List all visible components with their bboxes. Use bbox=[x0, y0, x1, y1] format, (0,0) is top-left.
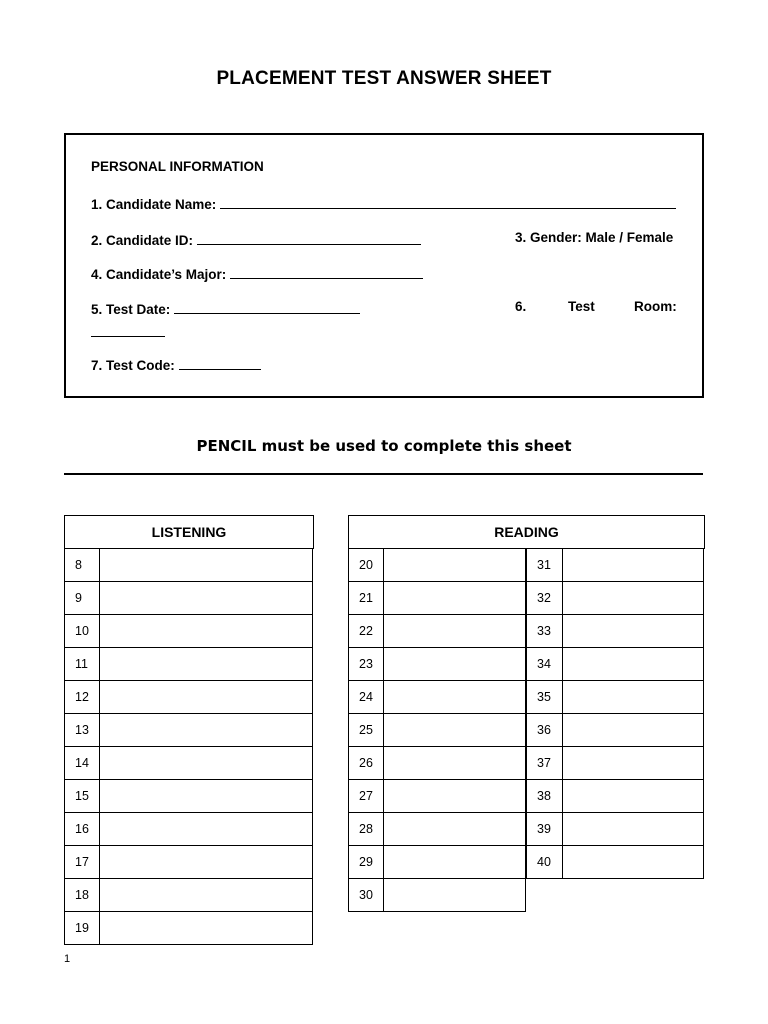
test-room-number: 6. bbox=[515, 299, 527, 314]
reading-answer-box[interactable] bbox=[562, 680, 704, 714]
reading-question-number: 31 bbox=[526, 548, 563, 582]
reading-header: READING bbox=[348, 515, 705, 549]
test-date-field[interactable] bbox=[174, 299, 360, 314]
reading-question-number: 26 bbox=[348, 746, 384, 780]
listening-question-number: 18 bbox=[64, 878, 100, 912]
listening-header: LISTENING bbox=[64, 515, 314, 549]
listening-answer-box[interactable] bbox=[99, 779, 313, 813]
test-room-label-word-2: Room: bbox=[634, 299, 677, 314]
test-room-label-word-1: Test bbox=[568, 299, 595, 314]
reading-question-number: 33 bbox=[526, 614, 563, 648]
reading-question-number: 21 bbox=[348, 581, 384, 615]
test-room-row bbox=[91, 322, 165, 340]
candidate-major-label: 4. Candidate’s Major: bbox=[91, 267, 227, 282]
listening-question-number: 11 bbox=[64, 647, 100, 681]
reading-answer-box[interactable] bbox=[562, 746, 704, 780]
reading-answer-box[interactable] bbox=[562, 845, 704, 879]
reading-question-number: 35 bbox=[526, 680, 563, 714]
reading-answer-box[interactable] bbox=[383, 581, 526, 615]
listening-question-number: 14 bbox=[64, 746, 100, 780]
reading-answer-box[interactable] bbox=[562, 647, 704, 681]
reading-question-number: 32 bbox=[526, 581, 563, 615]
reading-answer-box[interactable] bbox=[383, 878, 526, 912]
reading-question-number: 22 bbox=[348, 614, 384, 648]
page-title: PLACEMENT TEST ANSWER SHEET bbox=[216, 68, 552, 89]
candidate-name-field[interactable] bbox=[220, 194, 676, 209]
candidate-name-label: 1. Candidate Name: bbox=[91, 197, 217, 212]
reading-answer-box[interactable] bbox=[383, 746, 526, 780]
listening-answer-box[interactable] bbox=[99, 680, 313, 714]
test-date-label: 5. Test Date: bbox=[91, 302, 171, 317]
test-room-field[interactable] bbox=[91, 322, 165, 337]
reading-answer-box[interactable] bbox=[383, 680, 526, 714]
reading-answer-box[interactable] bbox=[562, 581, 704, 615]
reading-question-number: 20 bbox=[348, 548, 384, 582]
gender-option[interactable]: 3. Gender: Male / Female bbox=[515, 230, 674, 245]
reading-question-number: 36 bbox=[526, 713, 563, 747]
reading-answer-box[interactable] bbox=[562, 614, 704, 648]
listening-question-number: 15 bbox=[64, 779, 100, 813]
test-code-label: 7. Test Code: bbox=[91, 358, 175, 373]
reading-question-number: 29 bbox=[348, 845, 384, 879]
reading-answer-box[interactable] bbox=[383, 713, 526, 747]
candidate-major-row bbox=[91, 264, 423, 282]
listening-answer-box[interactable] bbox=[99, 878, 313, 912]
candidate-id-row bbox=[91, 230, 421, 248]
candidate-name-row bbox=[91, 194, 676, 212]
listening-question-number: 12 bbox=[64, 680, 100, 714]
listening-answer-box[interactable] bbox=[99, 911, 313, 945]
listening-answer-box[interactable] bbox=[99, 812, 313, 846]
listening-answer-box[interactable] bbox=[99, 845, 313, 879]
reading-question-number: 34 bbox=[526, 647, 563, 681]
candidate-id-field[interactable] bbox=[197, 230, 421, 245]
listening-question-number: 13 bbox=[64, 713, 100, 747]
reading-question-number: 23 bbox=[348, 647, 384, 681]
listening-question-number: 8 bbox=[64, 548, 100, 582]
reading-question-number: 39 bbox=[526, 812, 563, 846]
listening-question-number: 9 bbox=[64, 581, 100, 615]
listening-question-number: 19 bbox=[64, 911, 100, 945]
reading-answer-box[interactable] bbox=[562, 779, 704, 813]
reading-question-number: 28 bbox=[348, 812, 384, 846]
reading-answer-box[interactable] bbox=[383, 548, 526, 582]
pencil-notice: PENCIL must be used to complete this sheet bbox=[196, 437, 572, 455]
listening-answer-box[interactable] bbox=[99, 746, 313, 780]
test-code-field[interactable] bbox=[179, 355, 261, 370]
reading-question-number: 30 bbox=[348, 878, 384, 912]
listening-question-number: 17 bbox=[64, 845, 100, 879]
reading-answer-box[interactable] bbox=[383, 614, 526, 648]
personal-information-heading: PERSONAL INFORMATION bbox=[91, 159, 264, 174]
listening-answer-box[interactable] bbox=[99, 713, 313, 747]
reading-answer-box[interactable] bbox=[383, 845, 526, 879]
candidate-major-field[interactable] bbox=[230, 264, 423, 279]
test-date-row bbox=[91, 299, 360, 317]
reading-answer-box[interactable] bbox=[562, 812, 704, 846]
test-code-row bbox=[91, 355, 261, 373]
reading-answer-box[interactable] bbox=[562, 713, 704, 747]
personal-information-box bbox=[64, 133, 704, 398]
reading-question-number: 38 bbox=[526, 779, 563, 813]
listening-answer-box[interactable] bbox=[99, 581, 313, 615]
listening-question-number: 16 bbox=[64, 812, 100, 846]
divider-rule bbox=[64, 473, 703, 475]
reading-question-number: 40 bbox=[526, 845, 563, 879]
candidate-id-label: 2. Candidate ID: bbox=[91, 233, 194, 248]
page-number: 1 bbox=[64, 953, 71, 965]
reading-answer-box[interactable] bbox=[562, 548, 704, 582]
listening-answer-box[interactable] bbox=[99, 548, 313, 582]
reading-answer-box[interactable] bbox=[383, 779, 526, 813]
reading-answer-box[interactable] bbox=[383, 647, 526, 681]
reading-question-number: 24 bbox=[348, 680, 384, 714]
reading-answer-box[interactable] bbox=[383, 812, 526, 846]
reading-question-number: 25 bbox=[348, 713, 384, 747]
listening-answer-box[interactable] bbox=[99, 647, 313, 681]
listening-answer-box[interactable] bbox=[99, 614, 313, 648]
listening-question-number: 10 bbox=[64, 614, 100, 648]
reading-question-number: 37 bbox=[526, 746, 563, 780]
reading-question-number: 27 bbox=[348, 779, 384, 813]
